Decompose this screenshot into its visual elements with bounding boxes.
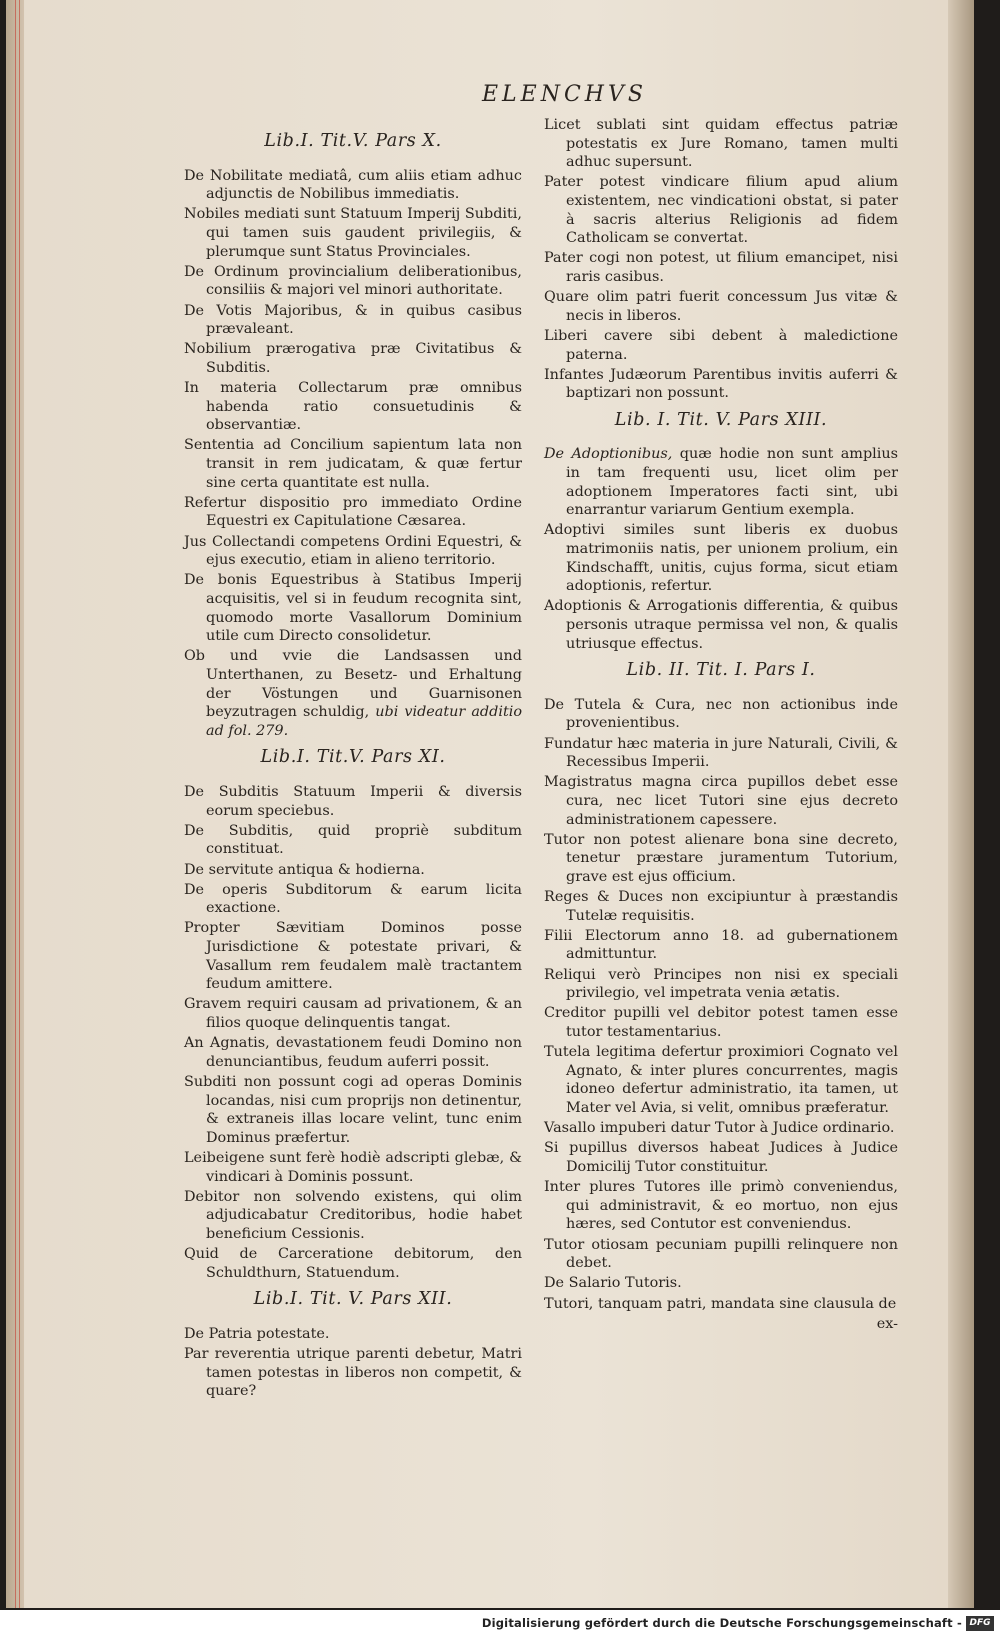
section-heading: Lib.I. Tit. V. Pars XII. bbox=[253, 1289, 453, 1310]
index-entry: Subditi non possunt cogi ad operas Dominis locandas, nisi cum proprijs non detinentur, & extraneis illas locare velint, tunc enim Dominus præfertur. bbox=[184, 1074, 522, 1146]
index-entry: Quare olim patri fuerit concessum Jus vitæ & necis in liberos. bbox=[544, 289, 898, 324]
section bbox=[544, 661, 898, 1333]
index-entry: De Ordinum provincialium deliberationibus, consiliis & majori vel minori authoritate. bbox=[184, 263, 522, 299]
index-entry: Jus Collectandi competens Ordini Equestri, & ejus executio, etiam in alieno territorio. bbox=[184, 533, 522, 569]
index-entry bbox=[544, 445, 898, 519]
index-entry: Sententia ad Concilium sapientum lata non transit in rem judicatam, & quæ fertur sine certa quantitate est nulla. bbox=[184, 437, 522, 491]
running-head: ELENCHVS bbox=[482, 82, 647, 107]
index-entry: De operis Subditorum & earum licita exactione. bbox=[184, 881, 522, 917]
digitization-footer bbox=[0, 1610, 1000, 1637]
index-entry: Leibeigene sunt ferè hodiè adscripti glebæ, & vindicari à Dominis possunt. bbox=[184, 1149, 522, 1185]
index-entry: Infantes Judæorum Parentibus invitis auferri & baptizari non possunt. bbox=[544, 366, 898, 402]
section-heading: Lib. II. Tit. I. Pars I. bbox=[626, 660, 816, 681]
page-edge-shadow bbox=[948, 0, 974, 1608]
index-entry bbox=[184, 647, 522, 740]
index-entry: Propter Sævitiam Dominos posse Jurisdictione & potestate privari, & Vasallum rem feudalem malè tractantem feudum amittere. bbox=[184, 920, 522, 993]
book-page bbox=[6, 0, 974, 1608]
index-entry: Tutori, tanquam patri, mandata sine clausula de bbox=[544, 1295, 897, 1312]
dfg-logo: DFG bbox=[966, 1616, 994, 1631]
index-entry: Debitor non solvendo existens, qui olim adjudicabatur Creditoribus, hodie habet beneficium Cessionis. bbox=[184, 1188, 522, 1242]
index-entry: Gravem requiri causam ad privationem, & an filios quoque delinquentis tangat. bbox=[184, 996, 522, 1032]
footer-credit: Digitalisierung gefördert durch die Deutsche Forschungsgemeinschaft - bbox=[481, 1616, 962, 1630]
index-entry: Tutor non potest alienare bona sine decreto, tenetur præstare juramentum Tutorium, grave est ejus officium. bbox=[544, 831, 898, 885]
index-entry: Quid de Carceratione debitorum, den Schuldthurn, Statuendum. bbox=[184, 1246, 522, 1281]
index-entry: De servitute antiqua & hodierna. bbox=[184, 861, 425, 878]
index-entry: De Subditis, quid propriè subditum constituat. bbox=[184, 822, 522, 858]
index-entry: Si pupillus diversos habeat Judices à Judice Domicilij Tutor constituitur. bbox=[544, 1140, 898, 1175]
index-entry: Fundatur hæc materia in jure Naturali, Civili, & Recessibus Imperii. bbox=[544, 735, 898, 771]
index-entry: Reges & Duces non excipiuntur à præstandis Tutelæ requisitis. bbox=[544, 889, 898, 924]
index-entry: Refertur dispositio pro immediato Ordine Equestri ex Capitulatione Cæsarea. bbox=[184, 494, 522, 530]
entry-text: quæ hodie non sunt amplius in tam frequenti usu, licet olim per adoptionem Imperatores facti sint, ubi enarrantur variarum Gentium exempla. bbox=[566, 446, 899, 519]
index-entry: Vasallo impuberi datur Tutor à Judice ordinario. bbox=[544, 1120, 895, 1137]
index-entry: Par reverentia utrique parenti debetur, Matri tamen potestas in liberos non competit, & quare? bbox=[184, 1346, 522, 1400]
index-entry: Pater potest vindicare filium apud alium existentem, nec vindicationi obstat, si pater à sacris alterius Religionis ad fidem Catholicam se convertat. bbox=[544, 174, 898, 247]
entry-text: Ob und vvie die Landsassen und Unterthanen, zu Besetz- und Erhaltung der Vöstungen und Guarnisonen beyzutragen schuldig, bbox=[184, 648, 522, 721]
index-entry: Nobilium prærogativa præ Civitatibus & Subditis. bbox=[184, 341, 522, 376]
page-edge-line bbox=[15, 0, 16, 1608]
section bbox=[184, 1290, 522, 1401]
index-entry: An Agnatis, devastationem feudi Domino non denunciantibus, feudum auferri possit. bbox=[184, 1035, 522, 1070]
index-entry: Pater cogi non potest, ut filium emancipet, nisi raris casibus. bbox=[544, 250, 898, 285]
index-entry: De Patria potestate. bbox=[184, 1325, 330, 1342]
index-entry: Reliqui verò Principes non nisi ex speciali privilegio, vel impetrata venia ætatis. bbox=[544, 966, 898, 1002]
index-entry: De Salario Tutoris. bbox=[544, 1275, 682, 1292]
index-entry: Licet sublati sint quidam effectus patriæ potestatis ex Jure Romano, tamen multi adhuc supersunt. bbox=[544, 117, 898, 171]
index-entry: De Votis Majoribus, & in quibus casibus prævaleant. bbox=[184, 302, 522, 338]
index-entry: Creditor pupilli vel debitor potest tamen esse tutor testamentarius. bbox=[544, 1005, 898, 1041]
section-heading: Lib. I. Tit. V. Pars XIII. bbox=[614, 409, 828, 430]
index-entry: Tutor otiosam pecuniam pupilli relinquere non debet. bbox=[544, 1236, 898, 1272]
left-column bbox=[184, 124, 522, 1402]
section-heading: Lib.I. Tit.V. Pars X. bbox=[264, 131, 442, 151]
entry-italic-text: De Adoptionibus, bbox=[544, 446, 673, 463]
index-entry: Adoptivi similes sunt liberis ex duobus matrimoniis natis, per unionem prolium, ein Kindschafft, unitis, cujus forma, sicut etiam adoptionis, refertur. bbox=[544, 522, 898, 595]
section bbox=[544, 411, 898, 653]
index-entry: De Nobilitate mediatâ, cum aliis etiam adhuc adjunctis de Nobilibus immediatis. bbox=[184, 167, 522, 203]
index-entry: Liberi cavere sibi debent à maledictione paterna. bbox=[544, 327, 898, 363]
section bbox=[184, 748, 522, 1282]
index-entry: Adoptionis & Arrogationis differentia, & quibus personis utraque permissa vel non, & qualis utriusque effectus. bbox=[544, 598, 898, 652]
index-entry: De Subditis Statuum Imperii & diversis eorum speciebus. bbox=[184, 783, 522, 819]
index-entry: In materia Collectarum præ omnibus habenda ratio consuetudinis & observantiæ. bbox=[184, 380, 522, 434]
index-entry: Nobiles mediati sunt Statuum Imperij Subditi, qui tamen suis gaudent privilegiis, & plerumque sunt Status Provinciales. bbox=[184, 206, 522, 260]
entry-italic-text: ubi videatur additio ad fol. 279. bbox=[206, 704, 522, 739]
right-column bbox=[544, 116, 898, 1333]
index-entry: Tutela legitima defertur proximiori Cognato vel Agnato, & inter plures concurrentes, magis idoneo defertur administratio, ita tamen, ut Mater vel Avia, si velit, omnibus præferatur. bbox=[544, 1044, 898, 1116]
section bbox=[184, 132, 522, 740]
page-edge-line bbox=[19, 0, 20, 1608]
index-entry: De bonis Equestribus à Statibus Imperij acquisitis, vel si in feudum recognita sint, quomodo morte Vasallorum Dominium utile cum Directo consolidetur. bbox=[184, 572, 522, 645]
section-heading: Lib.I. Tit.V. Pars XI. bbox=[260, 747, 446, 768]
index-entry: Filii Electorum anno 18. ad gubernationem admittuntur. bbox=[544, 927, 898, 963]
catchword: ex- bbox=[876, 1315, 898, 1332]
index-entry: De Tutela & Cura, nec non actionibus inde provenientibus. bbox=[544, 696, 898, 732]
index-entry: Magistratus magna circa pupillos debet esse cura, nec licet Tutori sine ejus decreto administrationem capessere. bbox=[544, 774, 898, 828]
index-entry: Inter plures Tutores ille primò conveniendus, qui administravit, & eo mortuo, non ejus hæres, sed Contutor est conveniendus. bbox=[544, 1179, 898, 1233]
